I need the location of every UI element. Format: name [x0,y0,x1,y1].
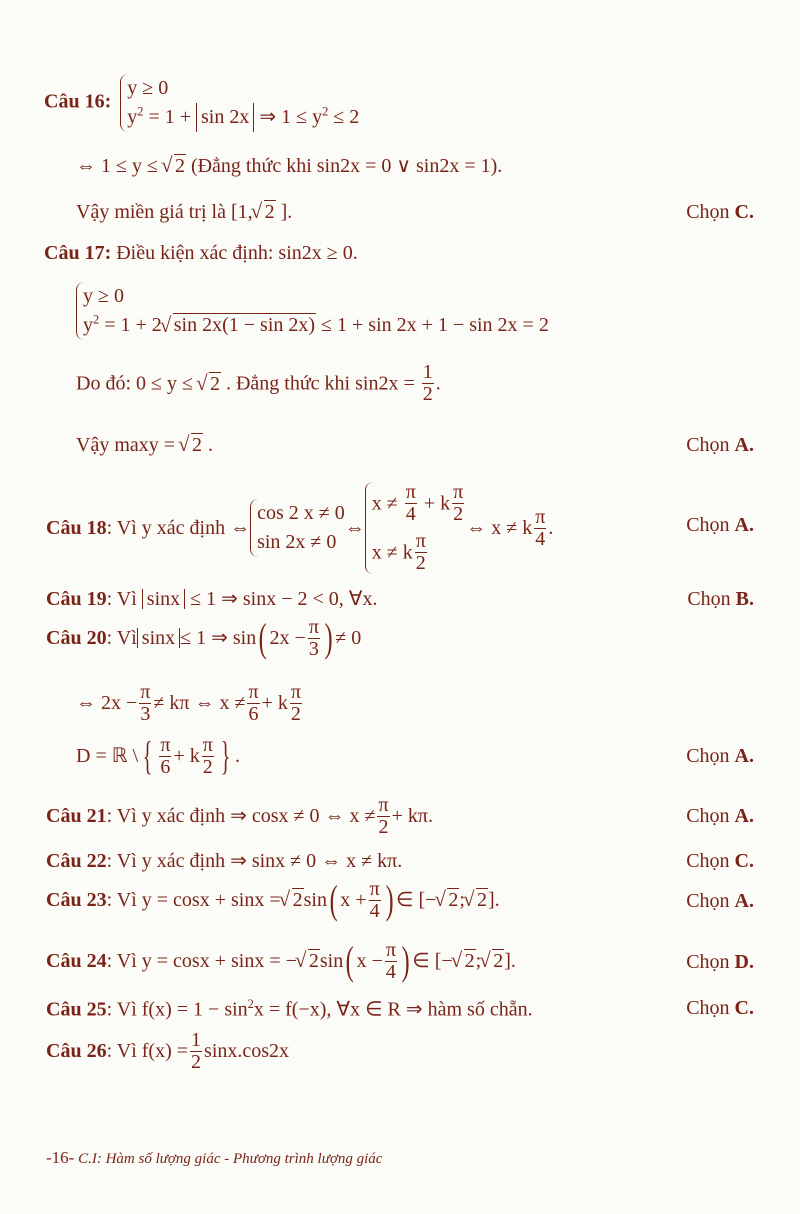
q17-answer: Chọn A. [686,434,754,456]
q21-answer: Chọn A. [686,805,754,827]
q17-system: y ≥ 0 $y^2 = 1 + 2√$ sin 2x(1 − sin 2x) ≤ 1 + sin 2x + 1 − sin 2x = 2 [76,282,549,340]
q26-line: Câu 26 : Vì f(x) = $\frac{1}{2}$ sinx.cos2x [46,1028,290,1073]
q23-answer: Chọn A. [686,890,754,912]
q18-line: Câu 18 : Vì y xác định ⇔ cos 2 x ≠ 0 sin 2x ≠ 0 ⇔ x ≠ $\frac{\pi}{4}$ + k $\frac{\pi}{2}$ x ≠ k $\frac{\pi}{2}$ ⇔ x ≠ k $\frac{\pi}{4}$ . [46,481,554,574]
chapter-title: C.I: Hàm số lượng giác - Phương trình lượng giác [74,1151,383,1167]
q16-line1 [44,74,359,132]
fraction: $\frac{1}{2}$ [422,361,433,405]
page-footer [46,1148,382,1168]
q17-line1: Câu 17: Điều kiện xác định: sin2x ≥ 0. [44,242,358,264]
q18-brace2: x ≠ $\frac{\pi}{4}$ + k $\frac{\pi}{2}$ x ≠ k $\frac{\pi}{2}$ [365,482,466,574]
sqrt-2: √ 2 [253,202,276,222]
q18-answer: Chọn A. [686,514,754,536]
q24-answer: Chọn D. [686,951,754,973]
q25-answer: Chọn C. [686,997,754,1019]
page-number: -16- [46,1148,75,1167]
q21-line: Câu 21 : Vì y xác định ⇒ cosx ≠ 0 ⇔ x ≠ $\frac{\pi}{2}$ + kπ. [46,793,433,838]
q25-line: Câu 25: Vì $f(x) = 1 - \sin^2x = f(-x)$, ∀x ∈ R ⇒ hàm số chẵn. [46,997,533,1021]
q19-line: Câu 19: Vì sinx ≤ 1 ⇒ sinx − 2 < 0, ∀x. [46,588,378,610]
q20-line3: D = ℝ \ { $\frac{\pi}{6}$ + k $\frac{\pi}{2}$ } . [76,733,241,778]
q16-system: y ≥ 0 $y^2 = 1 + \sin 2x$ ⇒ $1 \le y^2 \le 2$ [120,74,359,132]
q16-line3: Vậy miền giá trị là [1,√ 2 ]. [76,202,292,222]
q20-answer: Chọn A. [686,745,754,767]
q23-line: Câu 23 : Vì y = cosx + sinx = √ 2 sin ( x + $\frac{\pi}{4}$ ) ∈ [− √ 2 ; √ 2 ]. [46,874,500,926]
q17-line3: Do đó: 0 ≤ y ≤ √ 2 . Đẳng thức khi sin2x = $\frac{1}{2}$ . [76,362,441,405]
q16-answer: Chọn C. [686,201,754,223]
q22-line: Câu 22: Vì y xác định ⇒ sinx ≠ 0 ⇔ x ≠ kπ. [46,850,403,872]
q19-answer: Chọn B. [687,588,754,610]
q20-line1: Câu 20 : Vì sinx ≤ 1 ⇒ sin ( 2x − $\frac{\pi}{3}$ ) ≠ 0 [46,615,362,660]
q16-line2: ⇔ 1 ≤ y ≤ √ 2 (Đẳng thức khi sin2x = 0 ∨ sin2x = 1). [76,156,502,176]
q18-brace1: cos 2 x ≠ 0 sin 2x ≠ 0 [250,499,345,557]
q24-line: Câu 24 : Vì y = cosx + sinx = − √ 2 sin ( x − $\frac{\pi}{4}$ ) ∈ [− √ 2 ; √ 2 ]. [46,935,516,987]
sqrt-2: √ 2 [163,156,186,176]
q16-label: Câu 16: [44,90,112,113]
q22-answer: Chọn C. [686,850,754,872]
q17-label: Câu 17: [44,242,112,264]
sqrt-expr: √ sin 2x(1 − sin 2x) [162,311,316,340]
q20-line2: ⇔ 2x − $\frac{\pi}{3}$ ≠ kπ ⇔ x ≠ $\frac{\pi}{6}$ + k $\frac{\pi}{2}$ [76,680,301,725]
q17-line4: Vậy maxy = √ 2 . [76,435,213,455]
